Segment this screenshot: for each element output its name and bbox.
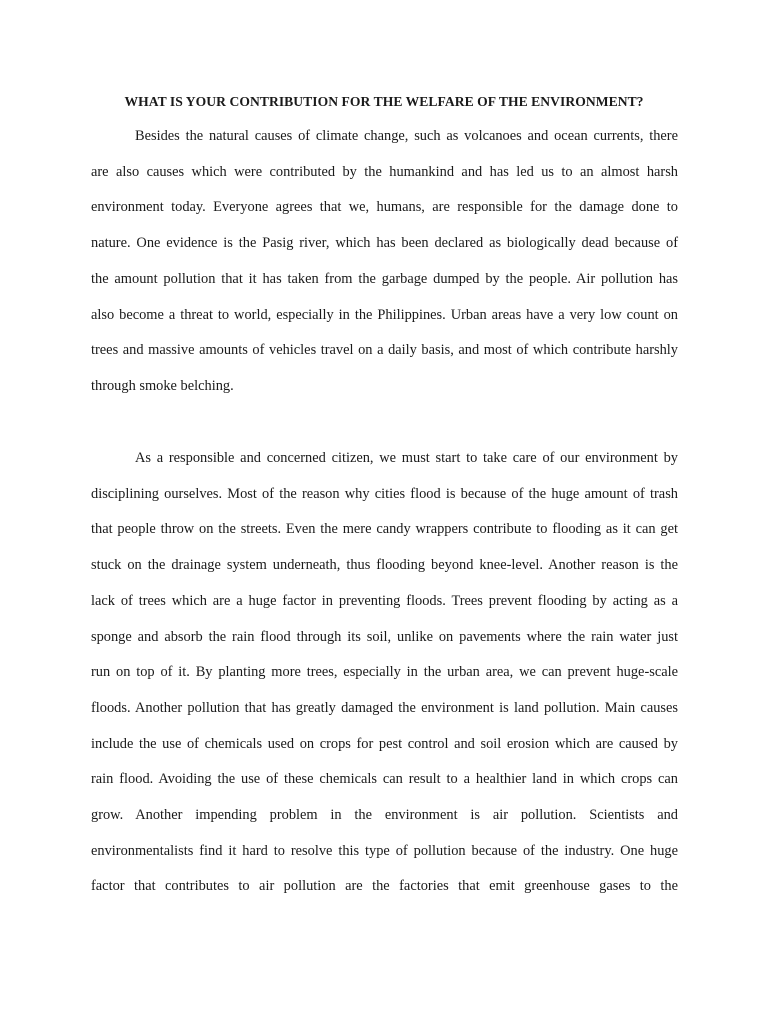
paragraph-line: run on top of it. By planting more trees, especially in the urban area, we can prevent huge-scale (91, 664, 678, 681)
paragraph-1 (91, 119, 678, 405)
paragraph-line: nature. One evidence is the Pasig river, which has been declared as biologically dead because of (91, 235, 678, 252)
paragraph-line: floods. Another pollution that has greatly damaged the environment is land pollution. Main causes (91, 699, 678, 716)
paragraph-line: rain flood. Avoiding the use of these chemicals can result to a healthier land in which crops can (91, 771, 678, 788)
paragraph-line: factor that contributes to air pollution are the factories that emit greenhouse gases to the (91, 878, 678, 895)
paragraph-line: the amount pollution that it has taken from the garbage dumped by the people. Air pollution has (91, 270, 678, 287)
paragraph-line: lack of trees which are a huge factor in preventing floods. Trees prevent flooding by acting as a (91, 592, 678, 609)
paragraph-line: stuck on the drainage system underneath, thus flooding beyond knee-level. Another reason is the (91, 557, 678, 574)
paragraph-line: through smoke belching. (91, 377, 234, 394)
paragraph-line: include the use of chemicals used on crops for pest control and soil erosion which are caused by (91, 735, 678, 752)
paragraph-2 (91, 441, 678, 905)
paragraph-line: environment today. Everyone agrees that we, humans, are responsible for the damage done to (91, 199, 678, 216)
paragraph-line: grow. Another impending problem in the environment is air pollution. Scientists and (91, 807, 678, 824)
paragraph-line: also become a threat to world, especially in the Philippines. Urban areas have a very low count on (91, 306, 678, 323)
paragraph-line: trees and massive amounts of vehicles travel on a daily basis, and most of which contribute harshly (91, 342, 678, 359)
document-title: WHAT IS YOUR CONTRIBUTION FOR THE WELFARE OF THE ENVIRONMENT? (124, 94, 644, 109)
paragraph-line: Besides the natural causes of climate change, such as volcanoes and ocean currents, there (135, 128, 678, 144)
paragraph-line: that people throw on the streets. Even the mere candy wrappers contribute to flooding as it can get (91, 521, 678, 538)
paragraph-line: As a responsible and concerned citizen, we must start to take care of our environment by (135, 450, 678, 466)
paragraph-line: are also causes which were contributed by the humankind and has led us to an almost harsh (91, 163, 678, 180)
paragraph-line: environmentalists find it hard to resolve this type of pollution because of the industry. One huge (91, 842, 678, 859)
paragraph-line: disciplining ourselves. Most of the reason why cities flood is because of the huge amount of trash (91, 485, 678, 502)
paragraph-line: sponge and absorb the rain flood through its soil, unlike on pavements where the rain water just (91, 628, 678, 645)
